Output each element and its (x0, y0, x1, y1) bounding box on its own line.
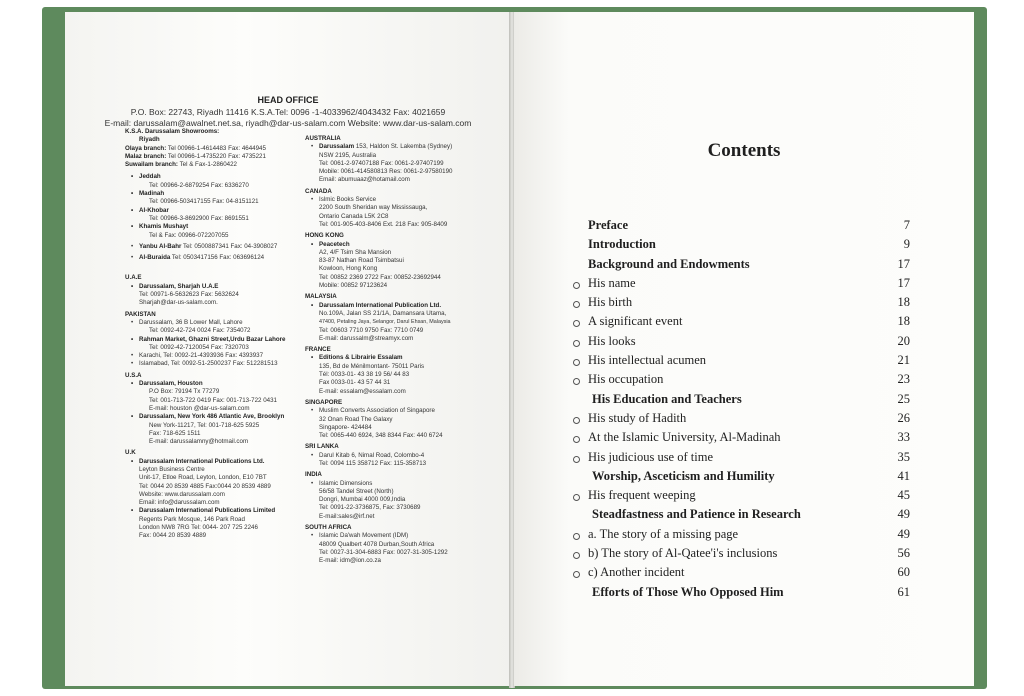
malaysia-address-1: No.109A, Jalan SS 21/1A, Damansara Utama, (319, 309, 447, 317)
newyork-email: E-mail: darussalamny@hotmail.com (149, 438, 249, 446)
toc-entry (570, 390, 910, 409)
lahore-tel: Tel: 0092-42-724 0024 Fax: 7354072 (149, 327, 251, 335)
head-office-title: HEAD OFFICE (257, 95, 319, 105)
newyork-name: • Darussalam, New York 486 Atlantic Ave, Brooklyn (125, 413, 315, 421)
uk-section (125, 449, 315, 540)
circle-bullet-icon (573, 571, 580, 578)
france-section (305, 346, 485, 396)
uae-tel: Tel: 00971-6-5632623 Fax: 5632624 (139, 291, 239, 299)
toc-entry-page: 45 (897, 488, 910, 503)
buraida-line (125, 254, 315, 262)
hongkong-section (305, 232, 485, 290)
india-address-1: 56/58 Tandel Street (North) (319, 487, 394, 495)
srilanka-tel: Tel: 0094 115 358712 Fax: 115-358713 (319, 459, 427, 467)
toc-entry-page: 26 (897, 410, 910, 425)
srilanka-heading: SRI LANKA (305, 443, 339, 451)
malaysia-address-2: 47400, Petaling Jaya, Selangor, Darul Ehsan, Malaysia (319, 319, 451, 326)
canada-address-2: Ontario Canada L5K 2C8 (319, 212, 389, 220)
southafrica-heading: SOUTH AFRICA (305, 524, 352, 532)
canada-section (305, 188, 485, 229)
circle-bullet-icon (573, 533, 580, 540)
toc-entry-page: 17 (897, 256, 910, 271)
malaysia-name: • Darussalam International Publication Ltd. (305, 302, 485, 310)
circle-bullet-icon (573, 552, 580, 559)
islamabad-line: • Islamabad, Tel: 0092-51-2500237 Fax: 512281513 (125, 360, 315, 368)
canada-address-1: 2200 South Sheridan way Mississauga, (319, 204, 428, 212)
india-section (305, 471, 485, 521)
uae-section (125, 274, 315, 307)
toc-entry-page: 49 (897, 526, 910, 541)
southafrica-email: E-mail: idm@ion.co.za (319, 557, 381, 565)
suwailam-branch (125, 161, 315, 169)
australia-section (305, 135, 485, 185)
southafrica-tel: Tel: 0027-31-304-6883 Fax: 0027-31-305-1292 (319, 548, 448, 556)
houston-name: • Darussalam, Houston (125, 380, 315, 388)
contents-title: Contents (707, 140, 781, 161)
srilanka-address: • Darul Kitab 6, Nimal Road, Colombo-4 (305, 452, 485, 460)
circle-bullet-icon (573, 301, 580, 308)
toc-entry (570, 467, 910, 486)
toc-entry-title: His intellectual acumen (588, 353, 707, 368)
toc-entry (570, 544, 910, 563)
toc-entry (570, 332, 910, 351)
circle-bullet-icon (573, 417, 580, 424)
uk-ltd-address-2: London NW8 7RG Tel: 0044- 207 725 2246 (139, 524, 258, 532)
uk-address-1: Leyton Business Centre (139, 465, 205, 473)
toc-entry (570, 505, 910, 524)
toc-entry-page: 7 (903, 218, 910, 232)
toc-entry (570, 235, 910, 254)
hongkong-address-2: 83-87 Nathan Road Tsimbatsui (319, 257, 404, 265)
toc-entry-page: 18 (897, 314, 910, 329)
india-address-2: Dongri, Mumbai 4000 009,India (319, 496, 406, 504)
singapore-address-1: 32 Onan Road The Galaxy (319, 415, 393, 423)
usa-section (125, 372, 315, 447)
addresses-column-left (125, 128, 315, 544)
hongkong-address-1: A2, 4/F Tsim Sha Mansion (319, 248, 392, 256)
newyork-address: New York-11217, Tel: 001-718-625 5925 (149, 421, 260, 429)
india-email: E-mail:sales@irf.net (319, 512, 375, 520)
malaysia-section (305, 293, 485, 343)
malaysia-email: E-mail: darussalm@streamyx.com (319, 334, 414, 342)
canada-name: • Islmic Books Service (305, 196, 485, 204)
toc-entry-page: 61 (897, 584, 910, 599)
rahman-market: • Rahman Market, Ghazni Street,Urdu Bazar Lahore (125, 336, 315, 344)
toc-entry-title: His Education and Teachers (592, 391, 742, 406)
toc-entry-title: His judicious use of time (588, 449, 713, 464)
jeddah-label: • Jeddah (125, 173, 315, 181)
toc-entry (570, 409, 910, 428)
circle-bullet-icon (573, 320, 580, 327)
toc-entry (570, 370, 910, 389)
karachi-line: • Karachi, Tel: 0092-21-4393936 Fax: 4393937 (125, 352, 315, 360)
uk-ltd-fax: Fax: 0044 20 8539 4889 (139, 532, 207, 540)
usa-heading: U.S.A (125, 371, 142, 379)
toc-entry (570, 428, 910, 447)
head-office-address: P.O. Box: 22743, Riyadh 11416 K.S.A.Tel: 0096 -1-4033962/4043432 Fax: 4021659 (130, 107, 446, 117)
toc-entry (570, 274, 910, 293)
circle-bullet-icon (573, 282, 580, 289)
canada-heading: CANADA (305, 187, 332, 195)
riyadh-label: Riyadh (139, 136, 160, 144)
hongkong-mobile: Mobile: 00852 97123624 (319, 282, 388, 290)
canada-tel: Tel: 001-905-403-8406 Ext. 218 Fax: 905-8409 (319, 220, 448, 228)
australia-mobile: Mobile: 0061-414580813 Res: 0061-2-97580190 (319, 168, 453, 176)
ksa-section (125, 128, 315, 262)
toc-entry (570, 312, 910, 331)
singapore-name: • Muslim Converts Association of Singapore (305, 407, 485, 415)
france-tel: Tél: 0033-01- 43 38 19 56/ 44 83 (319, 371, 410, 379)
uk-heading: U.K (125, 449, 136, 457)
srilanka-section (305, 443, 485, 468)
singapore-heading: SINGAPORE (305, 398, 343, 406)
hongkong-name: • Peacetech (305, 241, 485, 249)
uk-address-2: Unit-17, Etloe Road, Leyton, London, E10 7BT (139, 474, 267, 482)
southafrica-name: • Islamic Da'wah Movement (IDM) (305, 532, 485, 540)
pakistan-section (125, 311, 315, 369)
uk-name: • Darussalam International Publications Ltd. (125, 458, 315, 466)
buraida-label: Al-Buraida (139, 254, 171, 262)
head-office-contact: E-mail: darussalam@awalnet.net.sa, riyadh@dar-us-salam.com Website: www.dar-us-salam.com (104, 118, 472, 128)
australia-address-2: NSW 2195, Australia (319, 151, 377, 159)
circle-bullet-icon (573, 340, 580, 347)
uk-website: Website: www.darussalam.com (139, 490, 225, 498)
khamis-tel: Tel & Fax: 00966-072207055 (149, 231, 229, 239)
newyork-fax: Fax: 718-625 1511 (149, 429, 201, 437)
toc-entry (570, 255, 910, 274)
toc-entry-page: 35 (897, 449, 910, 464)
circle-bullet-icon (573, 359, 580, 366)
singapore-address-2: Singapore- 424484 (319, 423, 372, 431)
olaya-tel: Tel 00966-1-4614483 Fax: 4644945 (167, 144, 266, 152)
toc-entry-title: a. The story of a missing page (588, 526, 739, 541)
toc-entry-page: 9 (903, 237, 910, 252)
houston-tel: Tel: 001-713-722 0419 Fax: 001-713-722 0431 (149, 396, 277, 404)
malaysia-heading: MALAYSIA (305, 293, 337, 301)
australia-address-1: 153, Haldon St. Lakemba (Sydney) (355, 143, 453, 151)
toc-entry-page: 41 (897, 468, 910, 483)
yanbu-label: Yanbu Al-Bahr (139, 242, 182, 250)
toc-entry-title: Introduction (588, 237, 656, 252)
france-fax: Fax 0033-01- 43 57 44 31 (319, 379, 391, 387)
southafrica-section (305, 524, 485, 565)
france-email: E-mail: essalam@essalam.com (319, 387, 406, 395)
uk-ltd-address-1: Regents Park Mosque, 146 Park Road (139, 515, 245, 523)
toc-entry-title: Steadfastness and Patience in Research (592, 507, 801, 522)
southafrica-address: 48009 Qualbert 4078 Durban,South Africa (319, 540, 435, 548)
toc-entry-page: 25 (897, 391, 910, 406)
toc-entry-title: Efforts of Those Who Opposed Him (592, 584, 784, 599)
toc-entry (570, 448, 910, 467)
toc-entry-page: 20 (897, 333, 910, 348)
france-heading: FRANCE (305, 346, 331, 354)
hongkong-tel: Tel: 00852 2369 2722 Fax: 00852-23692944 (319, 273, 441, 281)
houston-box: P.O Box: 79194 Tx 77279 (149, 388, 220, 396)
malaz-label: Malaz branch: (125, 152, 167, 160)
uae-name: • Darussalam, Sharjah U.A.E (125, 283, 315, 291)
olaya-label: Olaya branch: (125, 144, 167, 152)
toc-entry (570, 563, 910, 582)
yanbu-tel: Tel: 0500887341 Fax: 04-3908027 (183, 242, 278, 250)
madinah-tel: Tel: 00966-503417155 Fax: 04-8151121 (149, 198, 259, 206)
singapore-section (305, 399, 485, 440)
toc-entry-title: Background and Endowments (588, 256, 750, 271)
toc-entry-page: 23 (897, 372, 910, 387)
toc-entry-page: 49 (897, 507, 910, 522)
toc-entry (570, 216, 910, 235)
toc-entry-title: At the Islamic University, Al-Madinah (588, 430, 781, 445)
toc-entry (570, 351, 910, 370)
toc-entry-title: A significant event (588, 314, 683, 329)
toc-entry-page: 18 (897, 295, 910, 310)
toc-entry (570, 293, 910, 312)
toc-entry-title: His looks (588, 333, 636, 348)
australia-name-line (305, 143, 485, 151)
khamis-label: • Khamis Mushayt (125, 223, 315, 231)
hongkong-address-3: Kowloon, Hong Kong (319, 265, 378, 273)
addresses-column-right (305, 135, 485, 569)
toc-entry-page: 56 (897, 546, 910, 561)
singapore-tel: Tel: 0065-440 6924, 348 8344 Fax: 440 6724 (319, 432, 443, 440)
australia-email: Email: abumuaaz@hotamail.com (319, 176, 410, 184)
lahore-address: • Darussalam, 36 B Lower Mall, Lahore (125, 319, 315, 327)
toc-entry-title: b) The story of Al-Qatee'i's inclusions (588, 546, 778, 561)
olaya-branch (125, 145, 315, 153)
malaysia-tel: Tel: 00603 7710 9750 Fax: 7710 0749 (319, 326, 424, 334)
toc-entry (570, 525, 910, 544)
toc-entry-title: Worship, Asceticism and Humility (592, 468, 775, 483)
pakistan-heading: PAKISTAN (125, 310, 156, 318)
toc-entry-title: c) Another incident (588, 565, 685, 580)
circle-bullet-icon (573, 378, 580, 385)
toc-entry-title: Preface (588, 218, 629, 232)
uk-tel: Tel: 0044 20 8539 4885 Fax:0044 20 8539 4889 (139, 482, 271, 490)
suwailam-tel: Tel & Fax-1-2860422 (179, 161, 238, 169)
india-heading: INDIA (305, 471, 322, 479)
australia-name: Darussalam (319, 143, 355, 151)
toc-entry-title: His birth (588, 295, 633, 310)
yanbu-line (125, 243, 315, 251)
malaz-tel: Tel 00966-1-4735220 Fax: 4735221 (167, 152, 266, 160)
india-name: • Islamic Dimensions (305, 480, 485, 488)
table-of-contents (570, 216, 910, 602)
toc-entry-title: His occupation (588, 372, 664, 387)
khobar-tel: Tel: 00966-3-8692900 Fax: 8691551 (149, 214, 249, 222)
france-address: 135, Bd de Ménilmontant- 75011 Paris (319, 362, 425, 370)
toc-entry-page: 21 (897, 353, 910, 368)
toc-entry-page: 33 (897, 430, 910, 445)
malaz-branch (125, 153, 315, 161)
suwailam-label: Suwailam branch: (125, 161, 178, 169)
toc-entry-page: 17 (897, 275, 910, 290)
hongkong-heading: HONG KONG (305, 232, 344, 240)
ksa-heading: K.S.A. Darussalam Showrooms: (125, 128, 220, 135)
circle-bullet-icon (573, 456, 580, 463)
uk-email: Email: info@darussalam.com (139, 499, 220, 507)
toc-entry-page: 60 (897, 565, 910, 580)
houston-email: E-mail: houston @dar-us-salam.com (149, 404, 250, 412)
circle-bullet-icon (573, 494, 580, 501)
jeddah-tel: Tel: 00966-2-6879254 Fax: 6336270 (149, 181, 249, 189)
uae-email: Sharjah@dar-us-salam.com. (139, 299, 218, 307)
india-tel: Tel: 0091-22-3736875, Fax: 3730689 (319, 504, 421, 512)
buraida-tel: Tel: 0503417156 Fax: 063696124 (171, 254, 265, 262)
australia-tel: Tel: 0061-2-97407188 Fax: 0061-2-97407199 (319, 159, 444, 167)
khobar-label: • Al-Khobar (125, 207, 315, 215)
france-name: • Editions & Librairie Essalam (305, 354, 485, 362)
circle-bullet-icon (573, 436, 580, 443)
uae-heading: U.A.E (125, 274, 142, 282)
toc-entry-title: His frequent weeping (588, 488, 696, 503)
rahman-tel: Tel: 0092-42-7120054 Fax: 7320703 (149, 343, 249, 351)
toc-entry-title: His study of Hadith (588, 410, 687, 425)
toc-entry-title: His name (588, 275, 636, 290)
toc-entry (570, 486, 910, 505)
madinah-label: • Madinah (125, 190, 315, 198)
australia-heading: AUSTRALIA (305, 135, 341, 142)
toc-entry (570, 583, 910, 602)
uk-ltd-name: • Darussalam International Publications Limited (125, 507, 315, 515)
